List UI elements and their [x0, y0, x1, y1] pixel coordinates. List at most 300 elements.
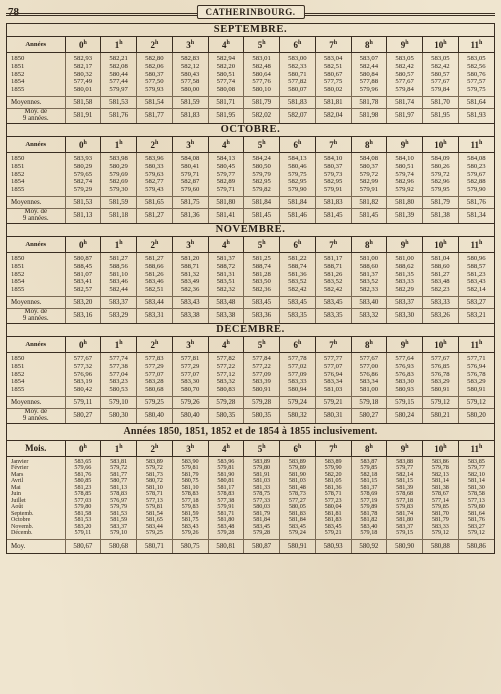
pressure-value: 577,81: [180, 354, 200, 362]
pressure-value: 583,46: [145, 278, 164, 286]
pressure-value: 581,04: [431, 254, 450, 262]
pressure-value: 588,56: [109, 262, 128, 270]
pressure-value: 577,82: [288, 78, 307, 86]
hour-suffix: h: [369, 239, 373, 246]
pressure-value: 580,26: [431, 162, 450, 170]
pressure-value: 579,69: [109, 170, 128, 178]
pressure-value: 580,05: [288, 503, 306, 511]
value-column: [244, 152, 280, 196]
hour-suffix: h: [83, 443, 87, 450]
hour-suffix: h: [226, 139, 230, 146]
nine-year-mean-value: 583,32: [351, 308, 387, 323]
pressure-value: 580,76: [467, 70, 486, 78]
hour-number: 3: [186, 239, 191, 250]
hour-header: [280, 136, 316, 152]
pressure-value: 580,83: [216, 386, 236, 394]
mean-value: 583,45: [280, 296, 316, 308]
hour-suffix: h: [297, 339, 302, 346]
hour-header: [137, 441, 173, 457]
hour-suffix: h: [478, 239, 483, 246]
pressure-value: 579,26: [181, 529, 199, 537]
pressure-value: 579,97: [109, 86, 128, 94]
pressure-value: 581,76: [467, 516, 485, 524]
nine-year-mean-row: [7, 108, 494, 123]
hour-number: 11: [470, 139, 479, 150]
value-column: [101, 152, 137, 196]
pressure-value: 579,18: [360, 529, 378, 537]
hour-suffix: h: [119, 443, 123, 450]
hour-suffix: h: [226, 239, 230, 246]
hour-number: 10: [434, 239, 444, 250]
pressure-value: 580,29: [109, 162, 128, 170]
pressure-value: 583,48: [217, 522, 235, 530]
value-column: [387, 53, 423, 97]
nine-year-mean-value: 580,27: [351, 408, 387, 423]
pressure-value: 583,93: [73, 154, 93, 162]
nine-year-mean-value: 583,30: [387, 308, 423, 323]
hour-header: [458, 336, 494, 352]
hour-header: [101, 37, 137, 53]
hour-number: 2: [150, 239, 155, 250]
pressure-value: 580,71: [288, 70, 307, 78]
month-table: [7, 336, 494, 423]
city-title: CATHERINBOURG.: [196, 5, 304, 19]
pressure-value: 583,88: [396, 457, 414, 465]
pressure-value: 582,57: [73, 286, 93, 294]
hour-number: 1: [114, 239, 120, 250]
pressure-value: 579,75: [288, 170, 307, 178]
nine-year-mean-value: 581,39: [387, 208, 423, 223]
pressure-value: 579,11: [74, 529, 92, 537]
pressure-value: 581,74: [396, 509, 414, 517]
nine-year-label-line2: 9 années.: [22, 314, 49, 322]
hour-suffix: h: [83, 239, 87, 246]
pressure-value: 583,39: [252, 378, 271, 386]
month-list: [7, 456, 65, 539]
year-label: 1851: [11, 362, 25, 370]
pressure-value: 577,14: [431, 496, 449, 504]
pressure-value: 583,32: [216, 378, 236, 386]
pressure-value: 582,33: [359, 286, 379, 294]
hour-suffix: h: [405, 39, 409, 46]
pressure-value: 579,93: [145, 86, 164, 94]
pressure-value: 580,75: [181, 477, 199, 485]
mean-value: 579,24: [280, 396, 316, 408]
mean-value: 583,44: [137, 296, 173, 308]
hour-number: 9: [400, 139, 406, 150]
hour-suffix: h: [154, 239, 159, 246]
pressure-value: 583,41: [73, 278, 93, 286]
hour-suffix: h: [262, 339, 266, 346]
pressure-value: 580,51: [216, 70, 236, 78]
pressure-value: 579,79: [252, 170, 271, 178]
pressure-value: 579,85: [431, 503, 449, 511]
pressure-value: 580,00: [180, 86, 200, 94]
pressure-value: 582,56: [467, 62, 486, 70]
hour-number: 2: [150, 139, 155, 150]
value-column: [315, 352, 351, 396]
hour-number: 3: [186, 443, 191, 454]
pressure-value: 577,07: [145, 370, 164, 378]
hour-number: 8: [364, 443, 370, 454]
pressure-value: 577,44: [109, 78, 128, 86]
pressure-value: 583,89: [145, 457, 163, 465]
mean-value: 581,54: [137, 96, 173, 108]
pressure-value: 579,89: [288, 464, 306, 472]
pressure-value: 583,96: [217, 457, 235, 465]
nine-year-mean-value: 583,35: [280, 308, 316, 323]
pressure-value: 577,07: [323, 362, 343, 370]
pressure-value: 583,37: [110, 522, 128, 530]
nine-year-label-line1: Moy. de: [24, 208, 48, 216]
pressure-value: 584,09: [431, 154, 450, 162]
pressure-value: 588,66: [145, 262, 164, 270]
pressure-value: 580,04: [324, 503, 342, 511]
pressure-value: 577,09: [252, 370, 271, 378]
pressure-value: 577,22: [252, 362, 271, 370]
month-title: NOVEMBRE.: [215, 223, 286, 235]
hour-suffix: h: [405, 139, 409, 146]
hour-suffix: h: [478, 39, 483, 46]
hour-header: [423, 136, 459, 152]
value-column: [65, 352, 101, 396]
mean-value: 581,75: [172, 196, 208, 208]
nine-year-mean-value: 580,35: [208, 408, 244, 423]
hour-header: [423, 37, 459, 53]
pressure-value: 580,08: [216, 86, 236, 94]
mean-value: 579,11: [65, 396, 101, 408]
pressure-value: 581,23: [467, 270, 486, 278]
value-column: [101, 456, 137, 539]
hour-suffix: h: [297, 139, 302, 146]
hour-suffix: h: [262, 39, 266, 46]
hour-number: 3: [186, 39, 191, 50]
value-column: [208, 152, 244, 196]
value-column: [137, 352, 173, 396]
mean-value: 581,82: [351, 196, 387, 208]
month-section: [7, 224, 494, 324]
mean-value: 583,20: [65, 296, 101, 308]
mean-value: 581,53: [101, 96, 137, 108]
hour-header: [280, 336, 316, 352]
hour-number: 5: [257, 139, 263, 150]
pressure-value: 582,88: [467, 178, 486, 186]
pressure-value: 580,77: [110, 477, 128, 485]
pressure-value: 579,72: [359, 170, 379, 178]
year-label: 1850: [11, 154, 25, 162]
value-column: [137, 456, 173, 539]
pressure-value: 583,04: [323, 55, 343, 62]
pressure-value: 579,77: [216, 170, 236, 178]
hour-suffix: h: [190, 139, 195, 146]
pressure-value: 578,85: [74, 490, 92, 498]
pressure-value: 581,17: [323, 254, 343, 262]
pressure-value: 577,64: [395, 354, 414, 362]
pressure-value: 582,96: [431, 178, 450, 186]
pressure-value: 581,23: [74, 483, 92, 491]
pressure-value: 582,69: [109, 178, 128, 186]
hour-suffix: h: [262, 443, 266, 450]
hour-suffix: h: [478, 139, 483, 146]
hour-header: [65, 37, 101, 53]
pressure-value: 577,13: [145, 496, 163, 504]
year-label: 1850: [11, 55, 25, 62]
pressure-value: 581,15: [396, 477, 414, 485]
pressure-value: 581,78: [360, 509, 378, 517]
pressure-value: 583,45: [253, 522, 271, 530]
hour-suffix: h: [226, 339, 230, 346]
value-column: [387, 152, 423, 196]
mean-value: 581,53: [65, 196, 101, 208]
year-label: 1852: [11, 270, 25, 278]
hour-header: [458, 441, 494, 457]
mean-value: 579,15: [387, 396, 423, 408]
pressure-value: 583,96: [145, 154, 164, 162]
mean-value: 581,81: [315, 96, 351, 108]
hour-number: 11: [470, 339, 479, 350]
pressure-value: 584,10: [323, 154, 343, 162]
value-column: [244, 53, 280, 97]
pressure-value: 582,51: [323, 62, 343, 70]
value-column: [280, 352, 316, 396]
pressure-value: 580,64: [252, 70, 271, 78]
mean-label: Moyennes.: [7, 296, 65, 308]
pressure-value: 581,05: [324, 477, 342, 485]
value-column: [315, 456, 351, 539]
pressure-value: 577,32: [73, 362, 93, 370]
year-label: 1852: [11, 170, 25, 178]
pressure-value: 583,23: [109, 378, 128, 386]
annual-mean-label: Moy.: [7, 539, 65, 553]
hour-header: [101, 236, 137, 252]
value-column: [458, 53, 494, 97]
hour-header: [423, 441, 459, 457]
pressure-value: 583,45: [324, 522, 342, 530]
month-table: [7, 236, 494, 323]
pressure-value: 582,95: [252, 178, 271, 186]
year-label: 1851: [11, 262, 25, 270]
nine-year-label-line1: Moy. de: [24, 108, 48, 116]
nine-year-mean-value: 581,18: [101, 208, 137, 223]
hour-suffix: h: [297, 443, 302, 450]
hour-suffix: h: [478, 443, 483, 450]
value-column: [65, 53, 101, 97]
hour-suffix: h: [369, 339, 373, 346]
nine-year-mean-value: 581,45: [351, 208, 387, 223]
month-label: Septemb.: [11, 510, 34, 517]
mean-value: 581,80: [387, 196, 423, 208]
nine-year-mean-value: 581,34: [458, 208, 494, 223]
pressure-value: 581,31: [216, 270, 236, 278]
value-column: [244, 252, 280, 296]
pressure-value: 583,52: [359, 278, 379, 286]
pressure-value: 577,33: [253, 496, 271, 504]
hour-number: 7: [329, 339, 334, 350]
pressure-value: 583,48: [431, 278, 450, 286]
mean-value: 581,84: [280, 196, 316, 208]
nine-year-mean-value: 581,97: [387, 108, 423, 123]
pressure-value: 577,29: [180, 362, 200, 370]
pressure-value: 578,83: [110, 490, 128, 498]
mean-value: 581,59: [172, 96, 208, 108]
value-column: [208, 53, 244, 97]
hour-number: 6: [293, 239, 298, 250]
hour-header: [280, 236, 316, 252]
pressure-value: 579,67: [467, 170, 486, 178]
value-column: [423, 152, 459, 196]
pressure-value: 577,38: [109, 362, 128, 370]
annual-mean-value: 580,92: [351, 539, 387, 553]
mean-value: 579,12: [458, 396, 494, 408]
year-label: 1855: [11, 286, 25, 294]
pressure-value: 580,43: [180, 70, 200, 78]
pressure-value: 580,37: [323, 162, 343, 170]
hour-number: 5: [257, 339, 263, 350]
nine-year-mean-row: [7, 308, 494, 323]
nine-year-mean-row: [7, 208, 494, 223]
pressure-value: 580,07: [288, 86, 307, 94]
mean-value: 579,28: [208, 396, 244, 408]
pressure-value: 582,42: [431, 62, 450, 70]
pressure-value: 581,14: [431, 477, 449, 485]
annual-mean-value: 580,71: [137, 539, 173, 553]
annual-mean-value: 580,87: [244, 539, 280, 553]
pressure-value: 583,90: [181, 457, 199, 465]
nine-year-mean-value: 581,27: [137, 208, 173, 223]
pressure-value: 579,83: [181, 503, 199, 511]
hour-header: [315, 336, 351, 352]
hour-header: [244, 336, 280, 352]
pressure-value: 581,39: [396, 483, 414, 491]
pressure-value: 580,91: [431, 386, 450, 394]
pressure-value: 577,27: [288, 496, 306, 504]
nine-year-mean-value: 583,21: [458, 308, 494, 323]
mean-value: 579,25: [137, 396, 173, 408]
pressure-value: 582,48: [252, 62, 271, 70]
pressure-value: 583,30: [395, 378, 414, 386]
hour-header: [315, 37, 351, 53]
month-label: Mai: [11, 484, 21, 491]
pressure-value: 578,75: [253, 490, 271, 498]
pressure-value: 581,83: [324, 516, 342, 524]
pressure-value: 582,95: [323, 178, 343, 186]
nine-year-mean-value: 581,95: [208, 108, 244, 123]
hour-header: [65, 336, 101, 352]
hour-suffix: h: [190, 39, 195, 46]
pressure-value: 579,92: [395, 186, 414, 194]
month-label: Juillet: [11, 497, 26, 504]
value-column: [351, 152, 387, 196]
year-label: 1855: [11, 86, 25, 94]
pressure-value: 580,91: [252, 386, 271, 394]
hour-number: 10: [434, 139, 444, 150]
hour-header: [208, 37, 244, 53]
pressure-value: 580,37: [359, 162, 379, 170]
value-column: [458, 152, 494, 196]
hour-number: 10: [434, 39, 444, 50]
value-column: [137, 252, 173, 296]
hour-number: 8: [364, 239, 370, 250]
monthly-values-row: [7, 456, 494, 539]
month-table: [7, 136, 494, 223]
hour-number: 0: [78, 139, 84, 150]
pressure-value: 582,51: [145, 286, 164, 294]
hour-suffix: h: [262, 239, 266, 246]
hour-suffix: h: [119, 339, 123, 346]
month-label: Janvier: [11, 458, 29, 465]
pressure-value: 577,83: [145, 354, 164, 362]
pressure-value: 583,43: [467, 278, 486, 286]
pressure-value: 579,71: [180, 170, 200, 178]
annual-table: [7, 441, 494, 553]
nine-year-mean-value: 580,35: [244, 408, 280, 423]
value-column: [101, 252, 137, 296]
value-column: [101, 352, 137, 396]
hour-suffix: h: [369, 139, 373, 146]
annual-mean-value: 580,67: [65, 539, 101, 553]
annual-mean-value: 580,86: [458, 539, 494, 553]
pressure-value: 580,46: [288, 162, 307, 170]
year-label: 1850: [11, 354, 25, 362]
pressure-value: 581,27: [431, 270, 450, 278]
pressure-value: 579,89: [360, 503, 378, 511]
pressure-value: 583,27: [467, 522, 485, 530]
value-column: [137, 152, 173, 196]
value-column: [244, 352, 280, 396]
pressure-value: 579,74: [395, 170, 414, 178]
pressure-value: 582,14: [396, 470, 414, 478]
mean-value: 581,64: [458, 96, 494, 108]
value-column: [458, 252, 494, 296]
pressure-value: 583,00: [288, 55, 307, 62]
pressure-value: 581,17: [217, 483, 235, 491]
nine-year-mean-value: 580,24: [387, 408, 423, 423]
pressure-value: 583,07: [359, 55, 379, 62]
year-list: [7, 152, 65, 196]
mean-value: 581,70: [423, 96, 459, 108]
pressure-value: 581,90: [288, 470, 306, 478]
pressure-value: 582,74: [73, 178, 93, 186]
hour-header: [244, 136, 280, 152]
pressure-value: 579,28: [217, 529, 235, 537]
hour-suffix: h: [119, 139, 123, 146]
pressure-value: 581,80: [217, 516, 235, 524]
pressure-value: 582,77: [145, 178, 164, 186]
hour-header-row: [7, 136, 494, 152]
nine-year-mean-value: 583,31: [137, 308, 173, 323]
column-header-label: Années: [7, 336, 65, 352]
month-section: [7, 324, 494, 424]
value-column: [351, 252, 387, 296]
pressure-value: 581,27: [145, 254, 164, 262]
mean-value: 583,48: [208, 296, 244, 308]
pressure-value: 580,37: [145, 70, 164, 78]
pressure-value: 581,79: [431, 516, 449, 524]
pressure-value: 582,96: [395, 178, 414, 186]
pressure-value: 582,20: [216, 62, 236, 70]
pressure-value: 579,28: [253, 529, 271, 537]
pressure-value: 579,12: [467, 529, 485, 537]
pressure-value: 581,22: [288, 254, 307, 262]
hour-number: 6: [293, 39, 298, 50]
mean-row: [7, 96, 494, 108]
pressure-value: 582,23: [431, 286, 450, 294]
pressure-value: 579,81: [181, 464, 199, 472]
annual-mean-value: 580,81: [208, 539, 244, 553]
mean-value: 583,43: [172, 296, 208, 308]
nine-year-mean-value: 581,38: [423, 208, 459, 223]
pressure-value: 581,14: [467, 477, 485, 485]
